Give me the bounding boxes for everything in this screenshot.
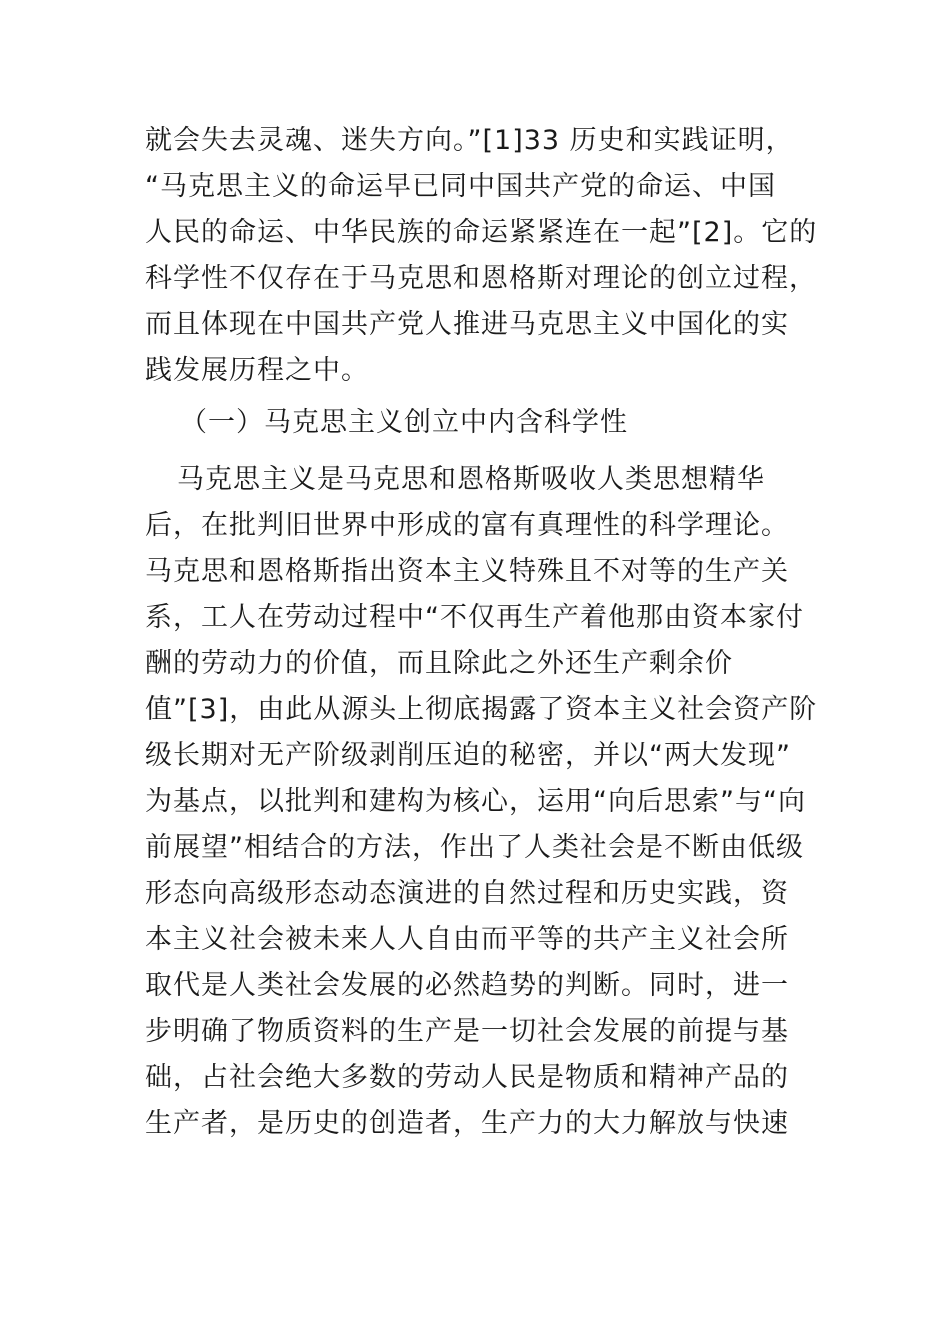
text-line: 马克思和恩格斯指出资本主义特殊且不对等的生产关 — [145, 556, 789, 587]
section-heading: （一）马克思主义创立中内含科学性 — [180, 407, 628, 438]
text-line: 就会失去灵魂、迷失方向。”[1]33 历史和实践证明， — [145, 125, 794, 156]
text-line: 系，工人在劳动过程中“不仅再生产着他那由资本家付 — [145, 602, 804, 633]
text-line: 级长期对无产阶级剥削压迫的秘密，并以“两大发现” — [145, 740, 791, 771]
text-line: 科学性不仅存在于马克思和恩格斯对理论的创立过程， — [145, 263, 817, 294]
text-line: 践发展历程之中。 — [145, 355, 369, 386]
text-line: “马克思主义的命运早已同中国共产党的命运、中国 — [145, 171, 776, 202]
text-line: 马克思主义是马克思和恩格斯吸收人类思想精华 — [177, 464, 765, 495]
text-line: 为基点，以批判和建构为核心，运用“向后思索”与“向 — [145, 786, 806, 817]
text-line: 前展望”相结合的方法，作出了人类社会是不断由低级 — [145, 832, 804, 863]
text-line: 取代是人类社会发展的必然趋势的判断。同时，进一 — [145, 970, 789, 1001]
text-line: 人民的命运、中华民族的命运紧紧连在一起”[2]。它的 — [145, 217, 818, 248]
text-line: 而且体现在中国共产党人推进马克思主义中国化的实 — [145, 309, 789, 340]
text-line: 本主义社会被未来人人自由而平等的共产主义社会所 — [145, 924, 789, 955]
text-line: 础，占社会绝大多数的劳动人民是物质和精神产品的 — [145, 1062, 789, 1093]
text-line: 后，在批判旧世界中形成的富有真理性的科学理论。 — [145, 510, 789, 541]
text-line: 值”[3]，由此从源头上彻底揭露了资本主义社会资产阶 — [145, 694, 818, 725]
text-line: 酬的劳动力的价值，而且除此之外还生产剩余价 — [145, 648, 733, 679]
text-line: 生产者，是历史的创造者，生产力的大力解放与快速 — [145, 1108, 789, 1139]
text-line: 步明确了物质资料的生产是一切社会发展的前提与基 — [145, 1016, 789, 1047]
text-line: 形态向高级形态动态演进的自然过程和历史实践，资 — [145, 878, 789, 909]
